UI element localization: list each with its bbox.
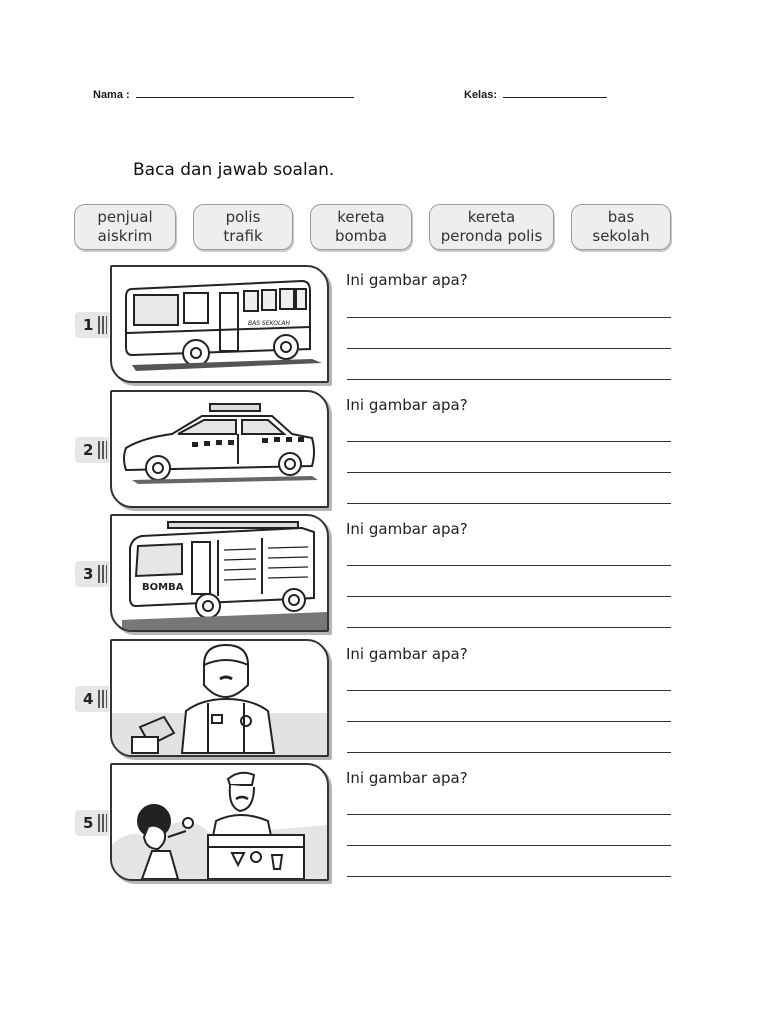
answer-line[interactable]	[347, 441, 671, 442]
word-bank-item	[571, 204, 671, 250]
ice-cream-seller-illustration	[112, 765, 327, 879]
answer-line[interactable]	[347, 721, 671, 722]
truck-sign-text: BOMBA	[142, 582, 184, 593]
word-bank-item	[429, 204, 554, 250]
name-blank-line[interactable]	[136, 97, 354, 98]
word-bank-item	[74, 204, 176, 250]
word-bank-label: kereta peronda polis	[440, 208, 543, 245]
picture-frame-5	[110, 763, 329, 881]
question-prompt: Ini gambar apa?	[346, 769, 468, 787]
question-number-tab	[75, 437, 109, 463]
answer-line[interactable]	[347, 627, 671, 628]
question-number-tab	[75, 312, 109, 338]
question-number-tab	[75, 686, 109, 712]
picture-frame-1	[110, 265, 329, 383]
picture-frame-4	[110, 639, 329, 757]
picture-frame-3	[110, 514, 329, 632]
answer-line[interactable]	[347, 690, 671, 691]
answer-line[interactable]	[347, 845, 671, 846]
word-bank-label: penjual aiskrim	[97, 208, 153, 245]
answer-line[interactable]	[347, 472, 671, 473]
question-prompt: Ini gambar apa?	[346, 271, 468, 289]
word-bank-label: kereta bomba	[334, 208, 388, 245]
question-number-tab	[75, 810, 109, 836]
traffic-police-illustration	[112, 641, 327, 755]
answer-line[interactable]	[347, 317, 671, 318]
question-prompt: Ini gambar apa?	[346, 645, 468, 663]
answer-line[interactable]	[347, 876, 671, 877]
question-number: 2	[83, 441, 94, 459]
question-number: 3	[83, 565, 94, 583]
school-bus-illustration	[112, 267, 327, 381]
class-label: Kelas:	[464, 89, 498, 101]
word-bank-item	[193, 204, 293, 250]
question-number: 1	[83, 316, 94, 334]
question-number-tab	[75, 561, 109, 587]
answer-line[interactable]	[347, 379, 671, 380]
word-bank-item	[310, 204, 412, 250]
class-field[interactable]	[464, 89, 607, 101]
picture-frame-2	[110, 390, 329, 508]
name-field[interactable]	[93, 89, 354, 101]
answer-line[interactable]	[347, 752, 671, 753]
police-car-illustration	[112, 392, 327, 506]
answer-line[interactable]	[347, 503, 671, 504]
bus-sign-text: BAS SEKOLAH	[248, 320, 290, 327]
question-prompt: Ini gambar apa?	[346, 396, 468, 414]
class-blank-line[interactable]	[503, 97, 607, 98]
question-prompt: Ini gambar apa?	[346, 520, 468, 538]
answer-line[interactable]	[347, 348, 671, 349]
word-bank-label: bas sekolah	[592, 208, 650, 245]
question-number: 5	[83, 814, 94, 832]
word-bank-label: polis trafik	[223, 208, 263, 245]
answer-line[interactable]	[347, 565, 671, 566]
instruction-text: Baca dan jawab soalan.	[133, 160, 335, 180]
answer-line[interactable]	[347, 596, 671, 597]
answer-line[interactable]	[347, 814, 671, 815]
name-label: Nama :	[93, 89, 130, 101]
question-number: 4	[83, 690, 94, 708]
fire-engine-illustration	[112, 516, 327, 630]
